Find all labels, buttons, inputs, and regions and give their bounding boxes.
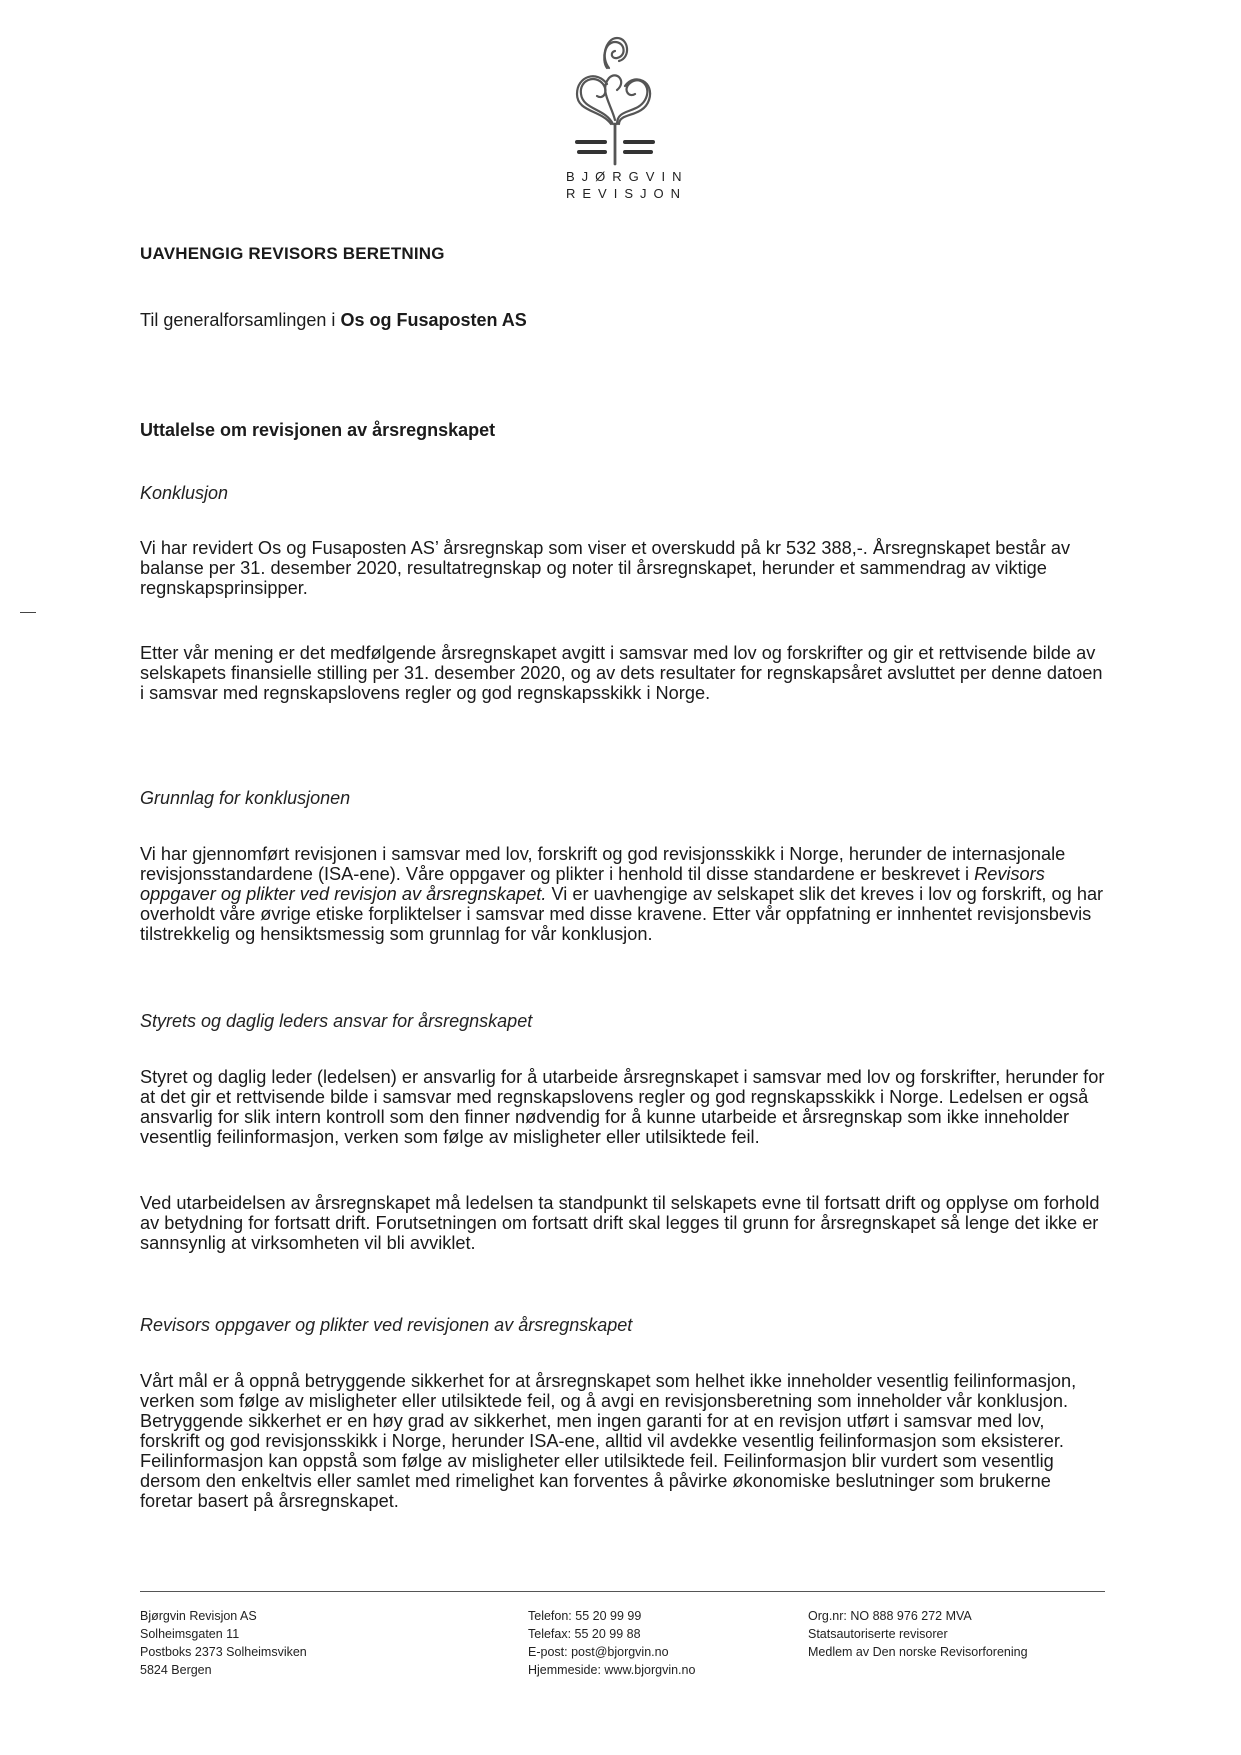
- recipient-prefix: Til generalforsamlingen i: [140, 310, 336, 330]
- recipient-company: Os og Fusaposten AS: [340, 310, 527, 330]
- plant-logo-icon: [565, 28, 665, 168]
- logo-line-2: REVISJON: [566, 186, 688, 201]
- company-logo: [560, 28, 689, 201]
- paragraph-revisors: Vårt mål er å oppnå betryggende sikkerhet for at årsregnskapet som helhet ikke inneholder vesentlig feilinformasjon, verken som følge av misligheter eller utilsiktede feil, og å avgi en revisjonsberetning som inneholder vår konklusjon. Betryggende sikkerhet er en høy grad av sikkerhet, men ingen garanti for at en revisjon utført i samsvar med lov, forskrift og god revisjonsskikk i Norge, herunder ISA-ene, alltid vil avdekke vesentlig feilinformasjon som eksisterer. Feilinformasjon kan oppstå som følge av misligheter eller utilsiktede feil. Feilinformasjon blir vurdert som vesentlig dersom den enkeltvis eller samlet med rimelighet kan forventes å påvirke økonomiske beslutninger som brukerne foretar basert på årsregnskapet.: [140, 1371, 1077, 1511]
- section-title: Uttalelse om revisjonen av årsregnskapet: [140, 420, 496, 440]
- recipient-line: [140, 310, 527, 331]
- footer-divider: [140, 1591, 1105, 1592]
- grunnlag-text-italic: Revisors oppgaver og plikter ved revisjon av årsregnskapet.: [140, 864, 1045, 904]
- footer-website: Hjemmeside: www.bjorgvin.no: [528, 1663, 696, 1677]
- footer-org-line: Medlem av Den norske Revisorforening: [808, 1645, 1028, 1659]
- heading-styret: Styrets og daglig leders ansvar for årsregnskapet: [140, 1011, 533, 1031]
- document-title: UAVHENGIG REVISORS BERETNING: [140, 244, 445, 263]
- heading-revisors: Revisors oppgaver og plikter ved revisjonen av årsregnskapet: [140, 1315, 633, 1335]
- footer-org-number: Org.nr: NO 888 976 272 MVA: [808, 1609, 972, 1623]
- paragraph-grunnlag: [140, 844, 1105, 944]
- footer-org-line: Statsautoriserte revisorer: [808, 1627, 948, 1641]
- paragraph-konklusjon-2: Etter vår mening er det medfølgende årsregnskapet avgitt i samsvar med lov og forskrifter og gir et rettvisende bilde av selskapets finansielle stilling per 31. desember 2020, og av dets resultater for regnskapsåret avsluttet per denne datoen i samsvar med regnskapslovens regler og god regnskapsskikk i Norge.: [140, 643, 1103, 703]
- heading-konklusjon: Konklusjon: [140, 483, 229, 503]
- footer-contact: [528, 1607, 695, 1679]
- grunnlag-text-a: Vi har gjennomført revisjonen i samsvar med lov, forskrift og god revisjonsskikk i Norge, herunder de internasjonale revisjonsstandardene (ISA-ene). Våre oppgaver og plikter i henhold til disse standardene er beskrevet i: [140, 844, 1066, 884]
- paragraph-styret-2: Ved utarbeidelsen av årsregnskapet må ledelsen ta standpunkt til selskapets evne til fortsatt drift og opplyse om forhold av betydning for fortsatt drift. Forutsetningen om fortsatt drift skal legges til grunn for årsregnskapet så lenge det ikke er sannsynlig at virksomheten vil bli avviklet.: [140, 1193, 1100, 1253]
- footer-address-line: Bjørgvin Revisjon AS: [140, 1609, 257, 1623]
- margin-mark: [20, 612, 36, 613]
- logo-line-1: BJØRGVIN: [566, 169, 689, 184]
- footer-email: E-post: post@bjorgvin.no: [528, 1645, 669, 1659]
- footer-phone: Telefon: 55 20 99 99: [528, 1609, 642, 1623]
- footer-address-line: Postboks 2373 Solheimsviken: [140, 1645, 307, 1659]
- footer-fax: Telefax: 55 20 99 88: [528, 1627, 641, 1641]
- heading-grunnlag: Grunnlag for konklusjonen: [140, 788, 351, 808]
- footer-org: [808, 1607, 1028, 1661]
- grunnlag-text-b: Vi er uavhengige av selskapet slik det kreves i lov og forskrift, og har overholdt våre øvrige etiske forpliktelser i samsvar med disse kravene. Etter vår oppfatning er innhentet revisjonsbevis tilstrekkelig og hensiktsmessig som grunnlag for vår konklusjon.: [140, 884, 1104, 944]
- paragraph-konklusjon-1: Vi har revidert Os og Fusaposten AS’ årsregnskap som viser et overskudd på kr 532 388,-. Årsregnskapet består av balanse per 31. desember 2020, resultatregnskap og noter til årsregnskapet, herunder et sammendrag av viktige regnskapsprinsipper.: [140, 538, 1071, 598]
- paragraph-styret-1: Styret og daglig leder (ledelsen) er ansvarlig for å utarbeide årsregnskapet i samsvar med lov og forskrifter, herunder for at det gir et rettvisende bilde i samsvar med regnskapslovens regler og god regnskapsskikk i Norge. Ledelsen er også ansvarlig for slik intern kontroll som den finner nødvendig for å kunne utarbeide et årsregnskap som ikke inneholder vesentlig feilinformasjon, verken som følge av misligheter eller utilsiktede feil.: [140, 1067, 1105, 1147]
- footer-address-line: Solheimsgaten 11: [140, 1627, 240, 1641]
- footer-address-line: 5824 Bergen: [140, 1663, 212, 1677]
- footer-address: [140, 1607, 307, 1679]
